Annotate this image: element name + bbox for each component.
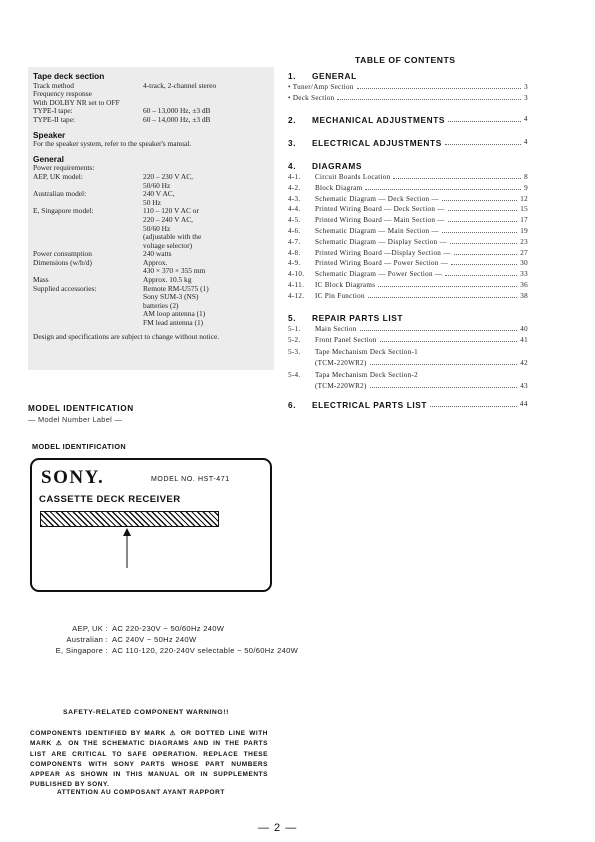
toc-item-label: Front Panel Section [315, 336, 377, 345]
specifications-panel [28, 67, 274, 370]
toc-item-label: • Deck Section [288, 94, 335, 102]
toc-item-index: 5-4. [288, 370, 301, 379]
spec-key: Power requirements: [33, 163, 95, 173]
spec-key: Mass [33, 275, 49, 285]
tape-deck-heading: Tape deck section [33, 71, 105, 81]
toc-item-label: Block Diagram [315, 183, 363, 192]
spec-value: 60 – 13,000 Hz, ±3 dB [143, 106, 211, 116]
toc-item [288, 227, 528, 235]
leader-dots [380, 341, 518, 342]
toc-section-s1 [288, 71, 528, 81]
power-region: Australian : [66, 635, 108, 644]
speaker-heading: Speaker [33, 129, 66, 140]
toc-item [288, 348, 528, 356]
leader-dots [337, 99, 521, 100]
page-number: — 2 — [258, 822, 298, 834]
toc-item [288, 270, 528, 278]
toc-item-label: Main Section [315, 325, 357, 333]
leader-dots [448, 221, 518, 222]
toc-title: TABLE OF CONTENTS [355, 55, 456, 65]
toc-item-label: (TCM-220WR2) [315, 382, 367, 390]
toc-section-title: GENERAL [312, 71, 357, 81]
leader-dots [360, 330, 518, 331]
spec-value: Approx. 430 × 370 × 355 mm [143, 257, 206, 276]
leader-dots [370, 364, 518, 365]
spec-key: Supplied accessories: [33, 283, 97, 293]
toc-item-index: 5-3. [288, 347, 301, 356]
spec-value: 220 – 230 V AC, 50/60 Hz [143, 171, 194, 190]
toc-item-index: 4-5. [288, 216, 301, 225]
toc-page: 19 [520, 227, 528, 235]
toc-item-index: 4-10. [288, 270, 305, 279]
toc-page: 9 [524, 183, 528, 192]
toc-section-title: MECHANICAL ADJUSTMENTS [312, 115, 446, 125]
toc-item-label: Schematic Diagram — Deck Section — [315, 194, 439, 203]
toc-section-number: 1. [288, 71, 297, 81]
model-identification-heading: MODEL IDENTFICATION [28, 404, 134, 413]
toc-item [288, 249, 528, 257]
toc-section-title: ELECTRICAL PARTS LIST [312, 400, 428, 410]
toc-page: 36 [520, 281, 528, 289]
toc-section-s5 [288, 313, 528, 323]
toc-item-index: 4-7. [288, 237, 301, 246]
spec-value [143, 90, 274, 99]
spec-row [33, 173, 274, 190]
toc-page: 3 [524, 83, 528, 91]
toc-item-index: 4-2. [288, 183, 301, 192]
model-number-label [30, 458, 272, 592]
leader-dots [450, 243, 517, 244]
toc-item-index: 4-6. [288, 227, 301, 235]
toc-item-label: Tape Mechanism Deck Section-1 [315, 347, 418, 356]
toc-item-label: • Tuner/Amp Section [288, 83, 354, 91]
toc-page: 30 [520, 259, 528, 268]
safety-warning-french: ATTENTION AU COMPOSANT AYANT RAPPORT [57, 789, 225, 796]
spec-row [33, 190, 274, 207]
toc-page: 40 [520, 325, 528, 333]
spec-value: 240 V AC, 50 Hz [143, 189, 175, 207]
toc-item-label: Schematic Diagram — Main Section — [315, 227, 439, 235]
spec-row [33, 116, 274, 125]
spec-value: 240 watts [143, 249, 172, 259]
model-number: MODEL NO. HST-471 [151, 476, 230, 483]
spec-key: Australian model: [33, 189, 87, 199]
toc-page: 27 [520, 248, 528, 257]
leader-dots [448, 115, 521, 122]
toc-item [288, 216, 528, 224]
spec-value: 60 – 14,000 Hz, ±3 dB [143, 114, 211, 124]
spec-key: E, Singapore model: [33, 206, 94, 216]
toc-section-number: 3. [288, 138, 297, 148]
toc-item [288, 371, 528, 379]
toc-item-label: Tapa Mechanism Deck Section-2 [315, 370, 418, 379]
toc-item-label: Printed Wiring Board —Display Section — [315, 248, 451, 257]
toc-section-number: 2. [288, 115, 297, 125]
spec-key: Track method [33, 80, 74, 90]
toc-section-s4 [288, 161, 528, 171]
toc-page: 44 [519, 400, 528, 408]
toc-page: 8 [524, 173, 528, 181]
power-region: E, Singapore : [55, 646, 108, 655]
speaker-text: For the speaker system, refer to the speaker's manual. [33, 139, 192, 149]
toc-item [288, 336, 528, 344]
leader-dots [442, 200, 517, 201]
toc-item-index: 4-3. [288, 194, 301, 203]
leader-dots [451, 264, 517, 265]
toc-section-number: 4. [288, 161, 297, 171]
toc-item-index: 4-8. [288, 248, 301, 257]
toc-section-s3 [288, 138, 528, 148]
toc-item-index: 5-1. [288, 325, 301, 333]
toc-item-label: Printed Wiring Board — Main Section — [315, 216, 445, 225]
toc-page: 43 [520, 382, 528, 390]
leader-dots [442, 232, 517, 233]
toc-page: 38 [520, 291, 528, 300]
toc-item [288, 359, 528, 367]
spec-value: Approx. 10.5 kg [143, 275, 192, 285]
tape-deck-specs [33, 82, 274, 125]
spec-value: Remote RM-U575 (1) Sony SUM-3 (NS) batteries (2) AM loop antenna (1) FM lead antenna (1) [143, 283, 209, 328]
toc-item [288, 195, 528, 203]
toc-item-index: 5-2. [288, 336, 301, 345]
toc-page: 4 [523, 115, 528, 123]
toc-section-title: REPAIR PARTS LIST [312, 313, 404, 323]
leader-dots [368, 297, 517, 298]
toc-item [288, 83, 528, 91]
leader-dots [393, 178, 521, 179]
serial-barcode-area [40, 511, 219, 527]
toc-page: 42 [520, 359, 528, 368]
leader-dots [370, 387, 518, 388]
leader-dots [378, 286, 517, 287]
spec-key: Dimensions (w/h/d) [33, 257, 92, 267]
arrow-up-icon [122, 528, 132, 568]
leader-dots [448, 210, 518, 211]
toc-item-label: Schematic Diagram — Power Section — [315, 270, 443, 279]
toc-item-index: 4-1. [288, 173, 301, 181]
toc-item [288, 281, 528, 289]
toc-page: 33 [520, 270, 528, 279]
toc-item [288, 382, 528, 390]
toc-item-label: Schematic Diagram — Display Section — [315, 237, 447, 246]
toc-section-title: DIAGRAMS [312, 161, 362, 171]
toc-section-number: 5. [288, 313, 297, 323]
toc-section-s6 [288, 400, 528, 410]
spec-note: Design and specifications are subject to change without notice. [33, 331, 220, 341]
spec-key: Power consumption [33, 249, 92, 259]
toc-item-label: IC Pin Function [315, 291, 365, 300]
spec-row [33, 285, 274, 328]
toc-page: 23 [520, 237, 528, 246]
toc-item [288, 173, 528, 181]
spec-key: With DOLBY NR set to OFF [33, 97, 120, 107]
toc-section-s2 [288, 115, 528, 125]
toc-item [288, 325, 528, 333]
toc-page: 15 [520, 205, 528, 214]
toc-item [288, 205, 528, 213]
spec-row [33, 259, 274, 276]
spec-key: TYPE-II tape: [33, 114, 76, 124]
toc-item-index: 4-12. [288, 291, 305, 300]
spec-key: TYPE-I tape: [33, 106, 73, 116]
spec-key: AEP, UK model: [33, 171, 83, 181]
general-specs [33, 164, 274, 327]
model-identification-caption: MODEL IDENTIFICATION [32, 442, 127, 451]
toc-item [288, 94, 528, 102]
leader-dots [430, 400, 517, 407]
toc-item [288, 259, 528, 267]
toc-page: 41 [520, 336, 528, 345]
sony-logo: SONY. [41, 467, 105, 488]
toc-section-number: 6. [288, 400, 297, 410]
toc-item-label: Printed Wiring Board — Power Section — [315, 259, 449, 268]
toc-item-label: Printed Wiring Board — Deck Section — [315, 205, 445, 214]
toc-item [288, 238, 528, 246]
power-value: AC 240V ~ 50Hz 240W [112, 635, 197, 644]
leader-dots [445, 275, 517, 276]
toc-page: 12 [520, 194, 528, 203]
safety-warning-text: COMPONENTS IDENTIFIED BY MARK ⚠ OR DOTTED LINE WITH MARK ⚠ ON THE SCHEMATIC DIAGRAMS AND IN THE PARTS LIST ARE CRITICAL TO SAFE OPERATION. REPLACE THESE COMPONENTS WITH SONY PARTS WHOSE PART NUMBERS APPEAR AS SHOWN IN THIS MANUAL OR IN SUPPLEMENTS PUBLISHED BY SONY. [30, 730, 268, 789]
toc-page: 4 [523, 138, 528, 146]
toc-item-label: Circuit Boards Location [315, 173, 391, 181]
spec-key: Frequency response [33, 89, 92, 99]
general-heading: General [33, 153, 64, 164]
toc-section-title: ELECTRICAL ADJUSTMENTS [312, 138, 442, 148]
toc-page: 17 [520, 216, 528, 225]
product-name: CASSETTE DECK RECEIVER [39, 494, 181, 505]
toc-page: 3 [524, 94, 528, 102]
toc-item [288, 184, 528, 192]
toc-item-label: IC Block Diagrams [315, 281, 376, 289]
toc-item-index: 4-4. [288, 205, 301, 214]
safety-warning-title: SAFETY-RELATED COMPONENT WARNING!! [63, 709, 230, 716]
toc-item-index: 4-9. [288, 259, 301, 268]
spec-row [33, 207, 274, 250]
spec-value: 4-track, 2-channel stereo [143, 80, 217, 90]
power-region: AEP, UK : [72, 624, 108, 633]
leader-dots [445, 138, 521, 145]
power-value: AC 110-120, 220-240V selectable ~ 50/60Hz 240W [112, 646, 299, 655]
model-label-subheading: — Model Number Label — [28, 415, 123, 424]
toc-item-index: 4-11. [288, 281, 305, 289]
leader-dots [365, 189, 521, 190]
leader-dots [454, 254, 518, 255]
leader-dots [357, 88, 521, 89]
spec-value: 110 – 120 V AC or 220 – 240 V AC, 50/60 Hz (adjustable with the voltage selector) [143, 206, 202, 250]
toc-item [288, 292, 528, 300]
power-value: AC 220-230V ~ 50/60Hz 240W [112, 624, 225, 633]
toc-item-label: (TCM-220WR2) [315, 359, 367, 368]
